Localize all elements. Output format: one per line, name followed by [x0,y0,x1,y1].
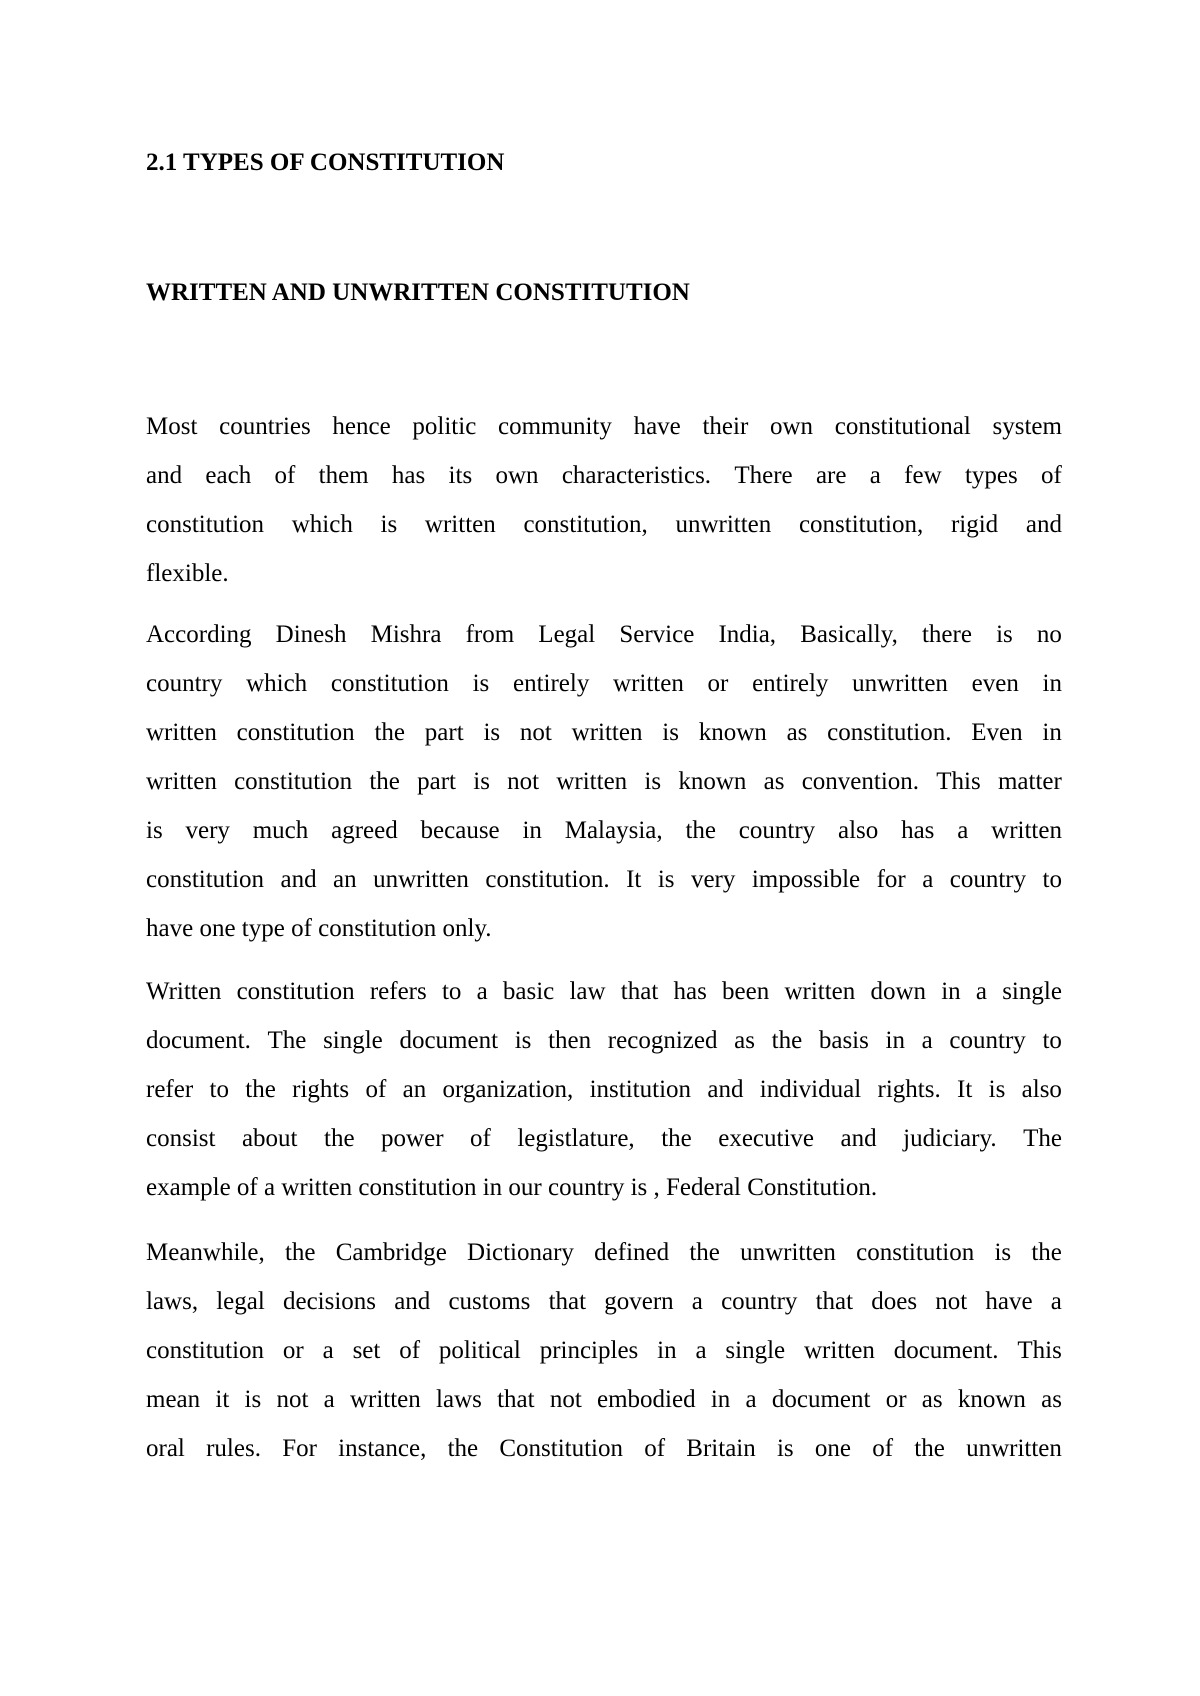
paragraph-line: Most countries hence politic community have their own constitutional system [146,413,1062,440]
paragraph-line: flexible. [146,560,229,587]
paragraph-line: is very much agreed because in Malaysia, the country also has a written [146,817,1062,844]
paragraph-written-constitution [146,967,1062,1212]
paragraph-line: oral rules. For instance, the Constitution of Britain is one of the unwritten [146,1435,1062,1462]
paragraph-line: have one type of constitution only. [146,915,492,942]
paragraph-intro [146,402,1062,598]
subsection-heading: WRITTEN AND UNWRITTEN CONSTITUTION [146,279,690,306]
paragraph-line: and each of them has its own characteristics. There are a few types of [146,462,1062,489]
paragraph-line: refer to the rights of an organization, institution and individual rights. It is also [146,1076,1062,1103]
paragraph-line: constitution and an unwritten constitution. It is very impossible for a country to [146,866,1062,893]
paragraph-line: constitution which is written constitution, unwritten constitution, rigid and [146,511,1062,538]
paragraph-line: example of a written constitution in our country is , Federal Constitution. [146,1174,878,1201]
section-heading: 2.1 TYPES OF CONSTITUTION [146,149,505,176]
paragraph-line: Written constitution refers to a basic law that has been written down in a single [146,978,1062,1005]
paragraph-line: document. The single document is then recognized as the basis in a country to [146,1027,1062,1054]
paragraph-line: consist about the power of legistlature, the executive and judiciary. The [146,1125,1062,1152]
paragraph-line: Meanwhile, the Cambridge Dictionary defined the unwritten constitution is the [146,1239,1062,1266]
paragraph-line: According Dinesh Mishra from Legal Service India, Basically, there is no [146,621,1062,648]
paragraph-line: country which constitution is entirely written or entirely unwritten even in [146,670,1062,697]
paragraph-unwritten-constitution [146,1228,1062,1473]
paragraph-line: constitution or a set of political principles in a single written document. This [146,1337,1062,1364]
paragraph-line: mean it is not a written laws that not embodied in a document or as known as [146,1386,1062,1413]
paragraph-line: written constitution the part is not written is known as convention. This matter [146,768,1062,795]
paragraph-line: written constitution the part is not written is known as constitution. Even in [146,719,1062,746]
paragraph-line: laws, legal decisions and customs that govern a country that does not have a [146,1288,1062,1315]
paragraph-dinesh-mishra [146,610,1062,953]
